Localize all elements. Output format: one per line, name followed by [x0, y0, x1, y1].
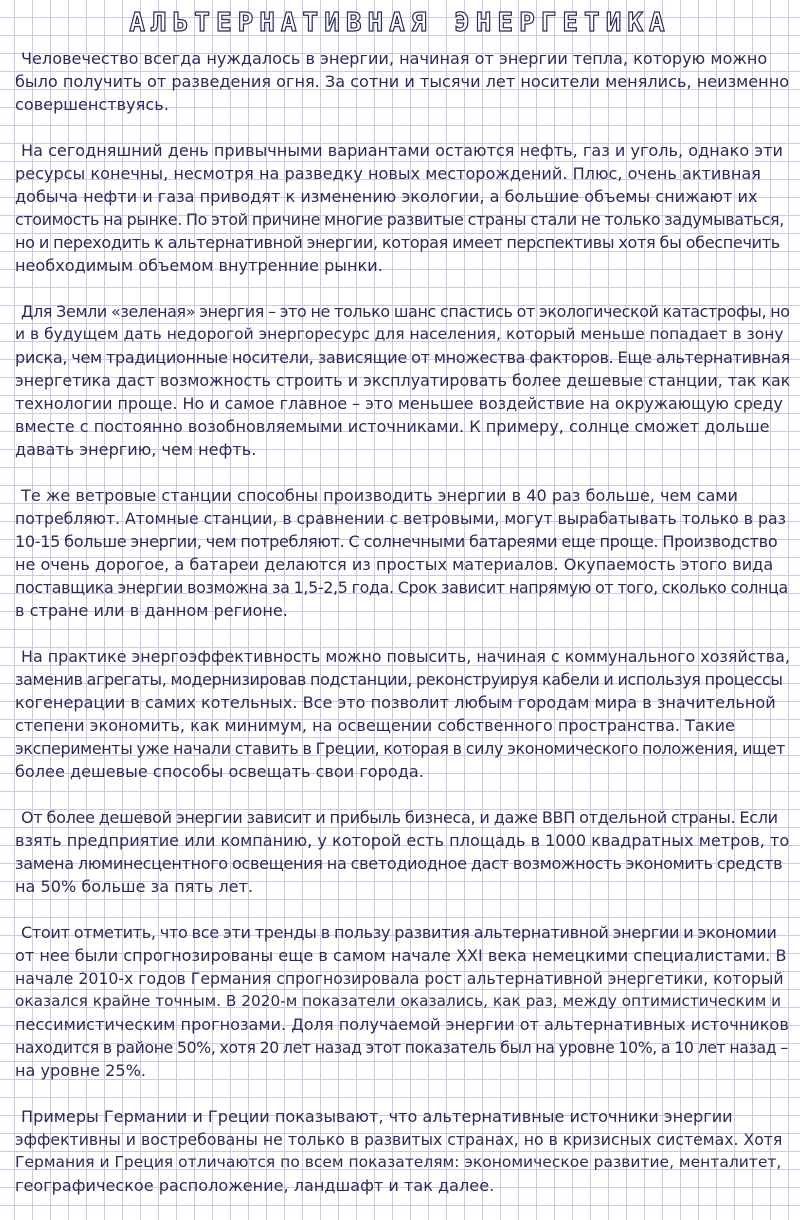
text-line: стоимость на рынке. По этой причине многие развитые страны стали не только задумываться,: [15, 210, 784, 229]
text-line: Те же ветровые станции способны производить энергии в 40 раз больше, чем сами: [21, 486, 738, 505]
text-line: эксперименты уже начали ставить в Греции, которая в силу экономического положения, ищет: [15, 739, 785, 758]
text-line: на уровне 25%.: [15, 1061, 146, 1080]
paragraph: [15, 300, 790, 461]
text-line: более дешевые способы освещать свои города.: [15, 762, 424, 781]
paragraph: [15, 645, 790, 783]
text-line: давать энергию, чем нефть.: [15, 440, 257, 459]
paragraph: [15, 921, 790, 1082]
text-line: пессимистическим прогнозами. Доля получаемой энергии от альтернативных источников: [15, 1015, 789, 1034]
text-line: поставщика энергии возможна за 1,5-2,5 года. Срок зависит напрямую от того, сколько солнца: [15, 578, 788, 597]
text-line: вместе с постоянно возобновляемыми источниками. К примеру, солнце сможет дольше: [15, 417, 770, 436]
text-line: риска, чем традиционные носители, зависящие от множества факторов. Еще альтернативная: [15, 348, 790, 367]
text-line: на 50% больше за пять лет.: [15, 877, 254, 896]
text-line: потребляют. Атомные станции, в сравнении с ветровыми, могут вырабатывать только в раз: [15, 509, 786, 528]
text-line: но и переходить к альтернативной энергии, которая имеет перспективы хотя бы обеспечить: [15, 233, 780, 252]
text-line: На сегодняшний день привычными вариантами остаются нефть, газ и уголь, однако эти: [21, 141, 783, 160]
text-line: энергетика даст возможность строить и эксплуатировать более дешевые станции, так как: [15, 371, 791, 390]
text-line: От более дешевой энергии зависит и прибыль бизнеса, и даже ВВП отдельной страны. Если: [21, 808, 778, 827]
text-line: замена люминесцентного освещения на светодиодное даст возможность экономить средств: [15, 854, 783, 873]
text-line: Для Земли «зеленая» энергия – это не только шанс спастись от экологической катастрофы, но: [21, 302, 790, 321]
text-line: от нее были спрогнозированы еще в самом начале XXI века немецкими специалистами. В: [15, 946, 787, 965]
text-line: начале 2010-х годов Германия спрогнозировала рост альтернативной энергетики, который: [15, 969, 784, 988]
text-line: Примеры Германии и Греции показывают, что альтернативные источники энергии: [21, 1107, 733, 1126]
text-line: необходимым объемом внутренние рынки.: [15, 256, 383, 275]
text-line: эффективны и востребованы не только в развитых странах, но в кризисных системах. Хотя: [15, 1130, 783, 1149]
text-line: заменив агрегаты, модернизировав подстанции, реконструируя кабели и используя процессы: [15, 670, 783, 689]
paragraph: [15, 1105, 790, 1197]
paragraph: [15, 484, 790, 622]
text-line: когенерации в самих котельных. Все это позволит любым городам мира в значительной: [15, 693, 776, 712]
text-line: Человечество всегда нуждалось в энергии, начиная от энергии тепла, которую можно: [21, 49, 768, 68]
page-title: АЛЬТЕРНАТИВНАЯ ЭНЕРГЕТИКА: [129, 8, 671, 38]
paragraph: [15, 806, 790, 898]
text-line: ресурсы конечны, несмотря на разведку новых месторождений. Плюс, очень активная: [15, 164, 761, 183]
article-body: [15, 47, 790, 1220]
text-line: и в будущем дать недорогой энергоресурс для населения, который меньше попадает в зону: [15, 325, 784, 343]
text-line: совершенствуясь.: [15, 95, 169, 114]
text-line: На практике энергоэффективность можно повысить, начиная с коммунального хозяйства,: [21, 647, 790, 666]
text-line: технологии проще. Но и самое главное – это меньшее воздействие на окружающую среду: [15, 394, 783, 413]
text-line: географическое расположение, ландшафт и так далее.: [15, 1176, 495, 1195]
text-line: было получить от разведения огня. За сотни и тысячи лет носители менялись, неизменно: [15, 72, 790, 91]
text-line: степени экономить, как минимум, на освещении собственного пространства. Такие: [15, 716, 735, 735]
text-line: добыча нефти и газа приводят к изменению экологии, а большие объемы снижают их: [15, 187, 758, 206]
text-line: не очень дорогое, а батареи делаются из простых материалов. Окупаемость этого вида: [15, 555, 774, 574]
text-line: Стоит отметить, что все эти тренды в пользу развития альтернативной энергии и экономии: [21, 923, 777, 942]
text-line: оказался крайне точным. В 2020-м показатели оказались, как раз, между оптимистическим и: [15, 992, 782, 1010]
paragraph: [15, 47, 790, 116]
text-line: находится в районе 50%, хотя 20 лет назад этот показатель был на уровне 10%, а 10 лет назад –: [15, 1038, 788, 1057]
text-line: взять предприятие или компанию, у которой есть площадь в 1000 квадратных метров, то: [15, 831, 790, 850]
paragraph: [15, 139, 790, 277]
text-line: 10-15 больше энергии, чем потребляют. С солнечными батареями еще проще. Производство: [15, 532, 778, 551]
text-line: Германия и Греция отличаются по всем показателям: экономическое развитие, менталитет,: [15, 1153, 782, 1171]
text-line: в стране или в данном регионе.: [15, 601, 288, 620]
